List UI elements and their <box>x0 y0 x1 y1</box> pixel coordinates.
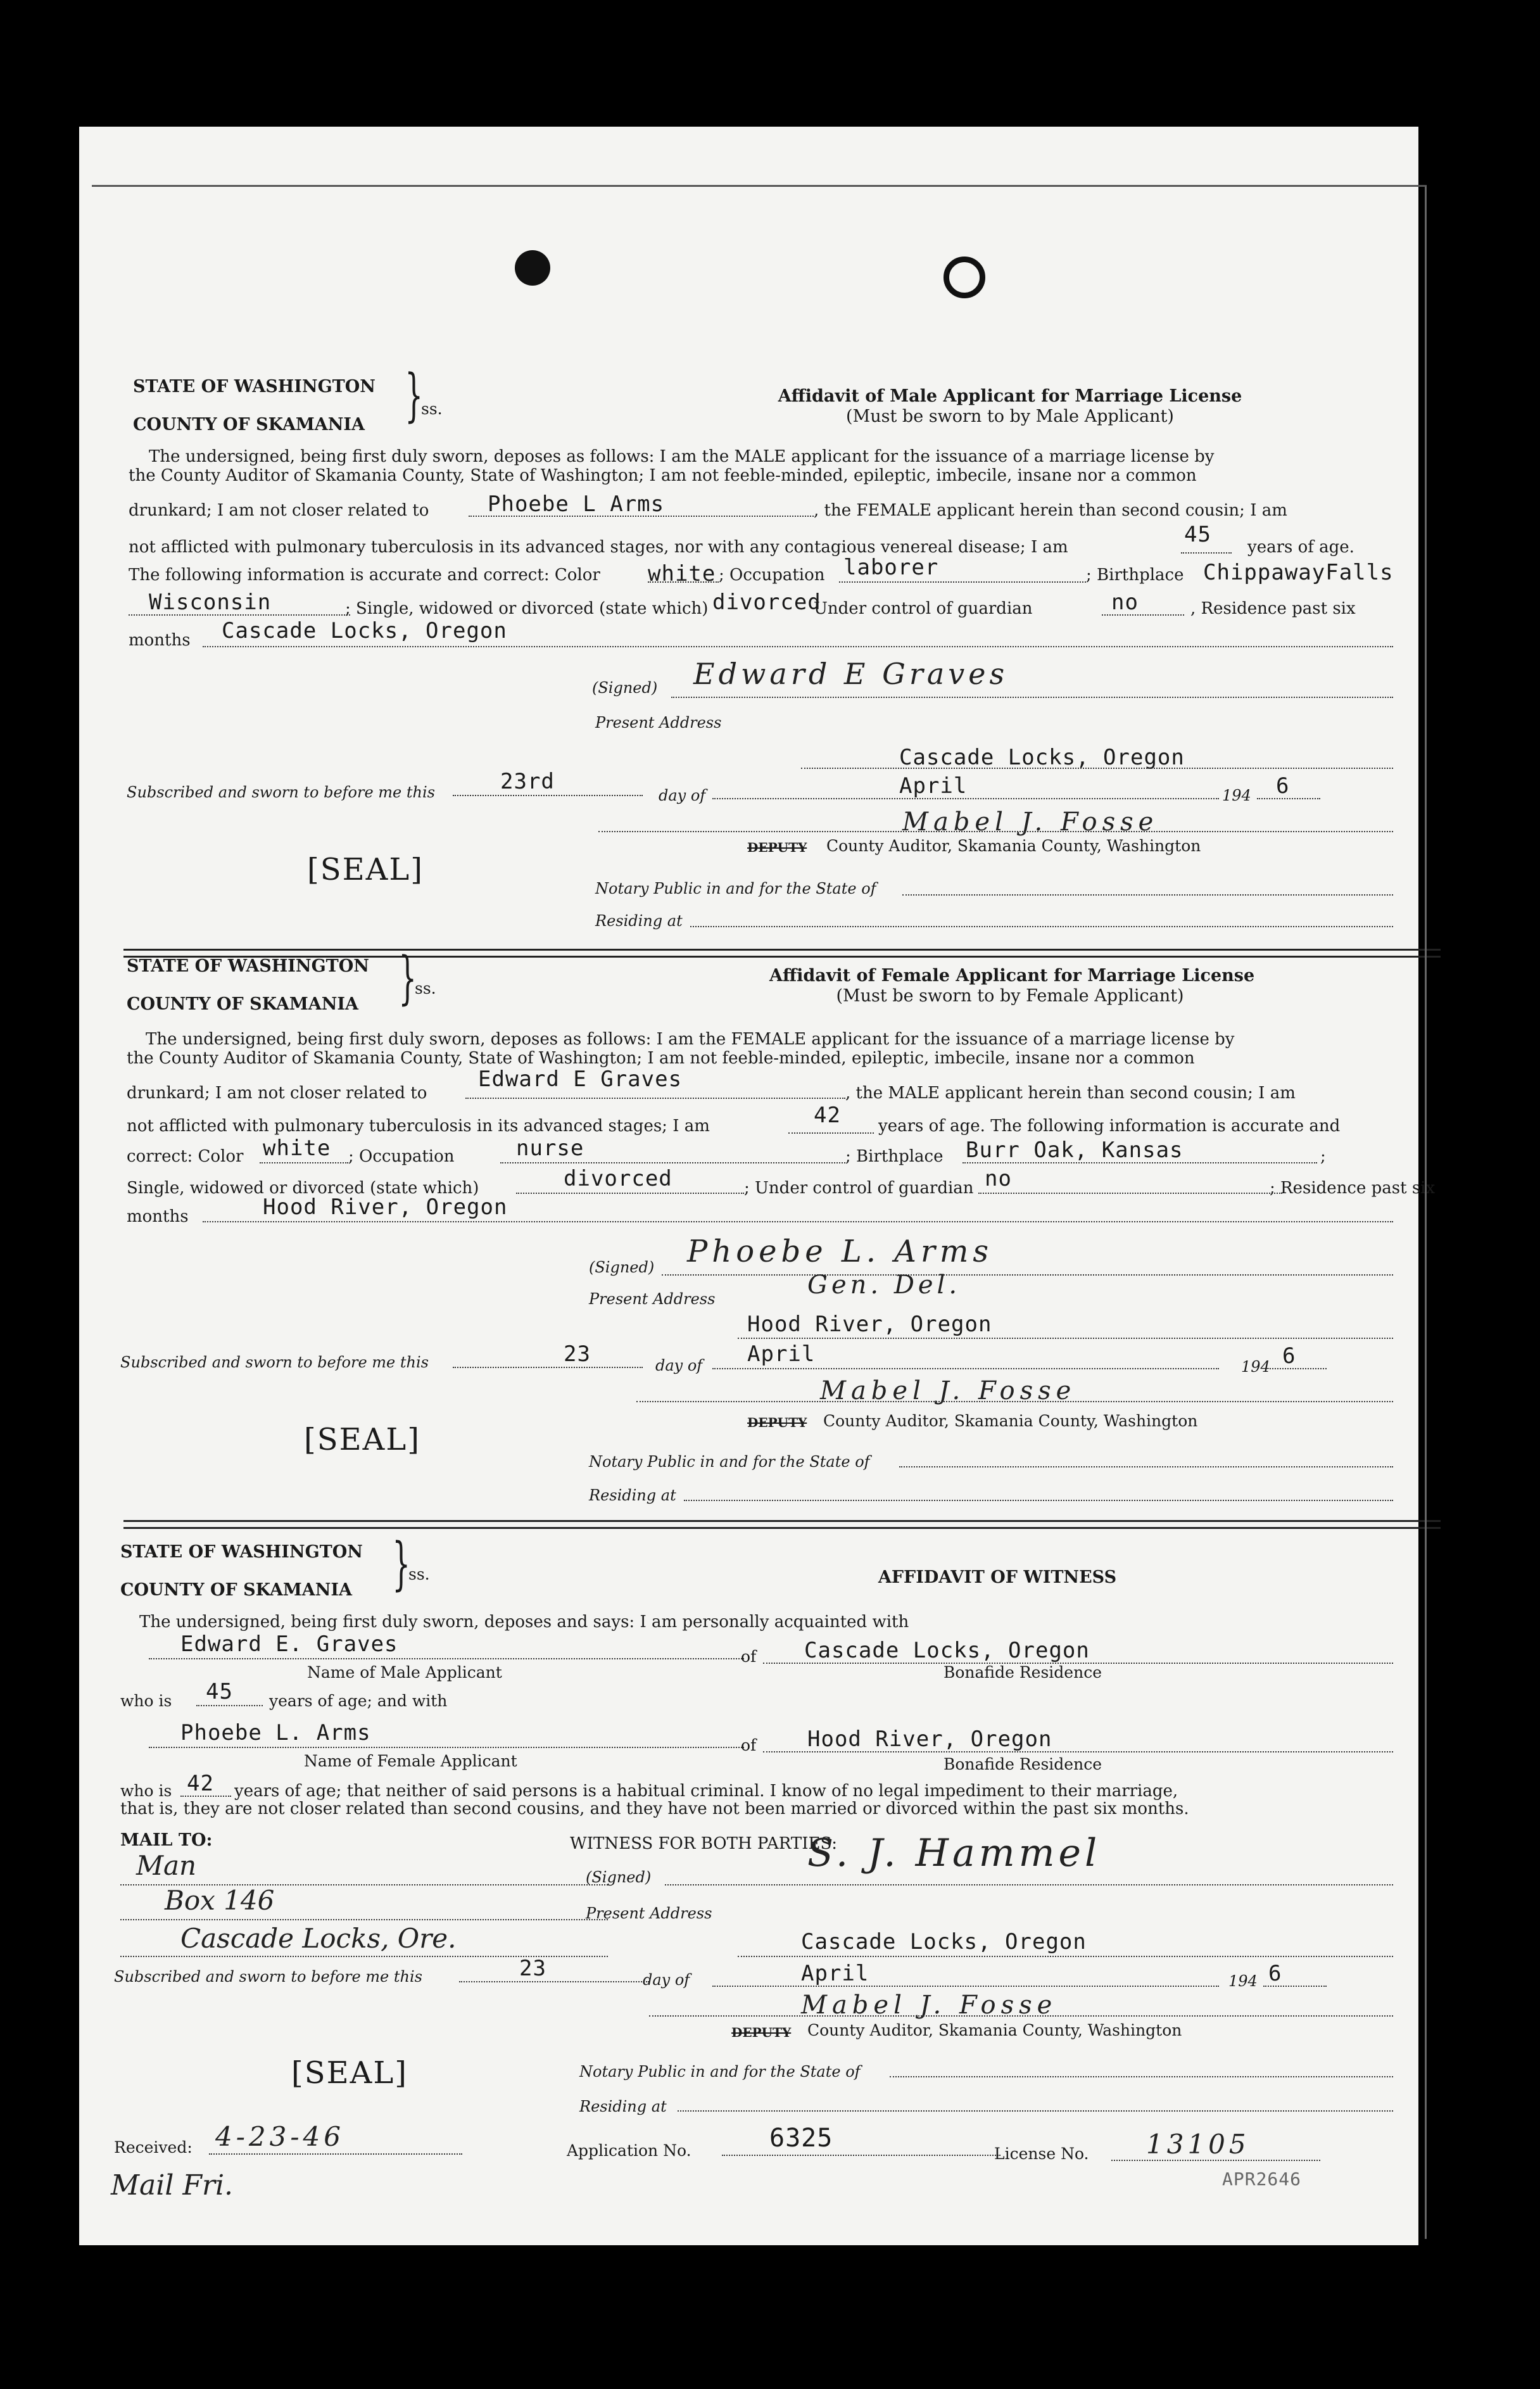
male-year-prefix: 194 <box>1222 787 1251 804</box>
male-subscribed-label: Subscribed and sworn to before me this <box>127 783 435 801</box>
witness-male-age: 45 <box>206 1679 233 1704</box>
application-no: 6325 <box>769 2124 833 2153</box>
female-subscribed-label: Subscribed and sworn to before me this <box>120 1353 429 1371</box>
male-residence: Cascade Locks, Oregon <box>222 618 507 643</box>
male-birthplace-1: ChippawayFalls <box>1203 560 1394 585</box>
female-signature: Phoebe L. Arms <box>687 1234 994 1269</box>
witness-body-after-age: years of age; that neither of said persons is a habitual criminal. I know of no legal impediment to their marriage, <box>234 1782 1178 1801</box>
female-age: 42 <box>814 1103 841 1128</box>
female-semicolon: ; <box>1320 1147 1326 1166</box>
male-present-address-label: Present Address <box>595 714 722 732</box>
female-body-line5c: ; Birthplace <box>845 1147 944 1166</box>
county-label: COUNTY OF SKAMANIA <box>127 994 359 1014</box>
backing-page-edge <box>92 185 1427 2239</box>
female-body-line6a: Single, widowed or divorced (state which) <box>127 1179 479 1198</box>
witness-day-of-label: day of <box>643 1971 690 1989</box>
application-no-label: Application No. <box>567 2141 691 2160</box>
male-auditor-signature: Mabel J. Fosse <box>902 808 1159 837</box>
witness-who-is-2: who is <box>120 1782 172 1800</box>
male-body-line5a: The following information is accurate and correct: Color <box>129 566 600 585</box>
female-guardian: no <box>985 1166 1012 1191</box>
female-body-line4a: not afflicted with pulmonary tuberculosis in its advanced stages; I am <box>127 1117 710 1136</box>
witness-sworn-month: April <box>801 1961 869 1986</box>
female-day-of-label: day of <box>655 1357 703 1374</box>
ss-label: ss. <box>421 400 443 418</box>
male-body-line5b: ; Occupation <box>719 566 825 585</box>
witness-address: Cascade Locks, Oregon <box>801 1929 1087 1955</box>
witness-female-name: Phoebe L. Arms <box>180 1720 371 1746</box>
female-seal: [SEAL] <box>304 1422 420 1457</box>
witness-sworn-day: 23 <box>519 1956 546 1981</box>
male-signed-label: (Signed) <box>592 679 658 697</box>
female-body-line6c: ; Residence past six <box>1270 1179 1436 1198</box>
female-sworn-year: 6 <box>1282 1343 1296 1369</box>
female-auditor-title: County Auditor, Skamania County, Washington <box>823 1412 1198 1430</box>
witness-bonafide-2: Bonafide Residence <box>944 1755 1102 1773</box>
female-signed-label: (Signed) <box>589 1258 655 1276</box>
state-label: STATE OF WASHINGTON <box>120 1542 363 1562</box>
mail-to-line1: Man <box>136 1850 197 1881</box>
male-occupation: laborer <box>843 555 939 580</box>
female-color: white <box>263 1136 331 1161</box>
male-body-line3a: drunkard; I am not closer related to <box>129 501 429 520</box>
male-body-line6a: ; Single, widowed or divorced (state which) <box>345 599 709 618</box>
witness-female-name-label: Name of Female Applicant <box>304 1752 517 1770</box>
male-body-line4b: years of age. <box>1247 538 1354 557</box>
witness-sworn-year: 6 <box>1268 1961 1282 1986</box>
male-months: months <box>129 631 191 650</box>
male-birthplace-2: Wisconsin <box>149 590 272 615</box>
witness-notary-label: Notary Public in and for the State of <box>579 2063 861 2081</box>
witness-female-age: 42 <box>187 1771 214 1796</box>
county-label: COUNTY OF SKAMANIA <box>120 1580 353 1600</box>
male-body-line4a: not afflicted with pulmonary tuberculosis in its advanced stages, nor with any contagious venereal disease; I am <box>129 538 1068 557</box>
male-day-of-label: day of <box>659 787 706 804</box>
male-affidavit-subtitle: (Must be sworn to by Male Applicant) <box>846 407 1174 426</box>
female-present-address-label: Present Address <box>589 1290 716 1308</box>
state-label: STATE OF WASHINGTON <box>133 377 376 396</box>
male-notary-label: Notary Public in and for the State of <box>595 880 876 897</box>
female-body-line3a: drunkard; I am not closer related to <box>127 1084 427 1103</box>
female-body-line6b: ; Under control of guardian <box>744 1179 974 1198</box>
witness-male-residence: Cascade Locks, Oregon <box>804 1638 1090 1663</box>
ss-label: ss. <box>415 979 436 998</box>
ss-label: ss. <box>408 1565 430 1583</box>
mail-to-line2: Box 146 <box>165 1885 275 1916</box>
female-sworn-day: 23 <box>564 1341 591 1367</box>
witness-male-name: Edward E. Graves <box>180 1632 398 1657</box>
witness-bonafide-1: Bonafide Residence <box>944 1663 1102 1682</box>
county-label: COUNTY OF SKAMANIA <box>133 415 365 434</box>
male-sworn-year: 6 <box>1276 773 1290 799</box>
witness-seal: [SEAL] <box>291 2055 408 2091</box>
brace: } <box>398 945 417 1011</box>
male-body-line6c: , Residence past six <box>1190 599 1356 618</box>
witness-of-label: of <box>741 1647 757 1666</box>
witness-male-name-label: Name of Male Applicant <box>307 1663 502 1682</box>
male-related-to: Phoebe L Arms <box>488 491 665 517</box>
female-address: Hood River, Oregon <box>747 1312 992 1337</box>
female-address-handwritten: Gen. Del. <box>807 1271 961 1300</box>
male-sworn-day: 23rd <box>500 769 555 794</box>
female-body-line4b: years of age. The following information is accurate and <box>878 1117 1341 1136</box>
witness-subscribed-label: Subscribed and sworn to before me this <box>114 1968 422 1986</box>
female-affidavit-subtitle: (Must be sworn to by Female Applicant) <box>836 986 1184 1006</box>
witness-who-is-1: who is <box>120 1692 172 1710</box>
witness-residing-label: Residing at <box>579 2098 667 2115</box>
witness-signed-label: (Signed) <box>586 1868 652 1886</box>
license-no: 13105 <box>1146 2129 1250 2160</box>
female-related-to: Edward E Graves <box>478 1067 683 1092</box>
witness-present-address-label: Present Address <box>586 1904 712 1922</box>
female-body-line5a: correct: Color <box>127 1147 244 1166</box>
witness-signature: S. J. Hammel <box>807 1831 1101 1875</box>
witness-struck-deputy: DEPUTY <box>731 2025 792 2040</box>
male-sworn-month: April <box>899 773 968 799</box>
male-body-line3b: , the FEMALE applicant herein than second cousin; I am <box>814 501 1287 520</box>
license-no-label: License No. <box>994 2145 1089 2163</box>
witness-affidavit-title: AFFIDAVIT OF WITNESS <box>878 1568 1117 1587</box>
male-body-line6b: Under control of guardian <box>814 599 1033 618</box>
female-struck-deputy: DEPUTY <box>747 1415 807 1430</box>
witness-female-residence: Hood River, Oregon <box>807 1727 1052 1752</box>
male-struck-deputy: DEPUTY <box>747 840 807 855</box>
female-body-line3b: , the MALE applicant herein than second cousin; I am <box>845 1084 1296 1103</box>
male-body-line5c: ; Birthplace <box>1086 566 1184 585</box>
witness-auditor-title: County Auditor, Skamania County, Washington <box>807 2021 1182 2039</box>
brace: } <box>405 362 423 429</box>
female-year-prefix: 194 <box>1241 1358 1270 1376</box>
male-age: 45 <box>1184 522 1211 547</box>
female-birthplace: Burr Oak, Kansas <box>966 1137 1183 1163</box>
brace: } <box>392 1531 410 1597</box>
male-signature: Edward E Graves <box>693 657 1009 691</box>
female-auditor-signature: Mabel J. Fosse <box>820 1376 1076 1405</box>
male-color: white <box>648 561 716 586</box>
female-months: months <box>127 1207 189 1226</box>
state-label: STATE OF WASHINGTON <box>127 956 369 976</box>
date-stamp: APR2646 <box>1222 2169 1302 2189</box>
witness-for-both-label: WITNESS FOR BOTH PARTIES: <box>570 1834 838 1853</box>
female-body-line5b: ; Occupation <box>348 1147 455 1166</box>
mail-to-line3: Cascade Locks, Ore. <box>180 1923 457 1954</box>
received-date: 4-23-46 <box>215 2121 344 2152</box>
female-occupation: nurse <box>516 1136 584 1161</box>
male-residing-label: Residing at <box>595 912 683 930</box>
male-guardian: no <box>1111 590 1139 615</box>
received-label: Received: <box>114 2138 192 2157</box>
female-notary-label: Notary Public in and for the State of <box>589 1453 870 1471</box>
male-body-line1: The undersigned, being first duly sworn, deposes as follows: I am the MALE applicant for the issuance of a marriage license by <box>149 447 1215 466</box>
male-address: Cascade Locks, Oregon <box>899 745 1185 770</box>
male-affidavit-title: Affidavit of Male Applicant for Marriage License <box>778 386 1242 406</box>
male-seal: [SEAL] <box>307 852 424 887</box>
mail-to-label: MAIL TO: <box>120 1830 213 1850</box>
male-body-line2: the County Auditor of Skamania County, State of Washington; I am not feeble-minded, epileptic, imbecile, insane nor a common <box>129 466 1197 485</box>
witness-auditor-signature: Mabel J. Fosse <box>801 1991 1057 2020</box>
female-body-line1: The undersigned, being first duly sworn, deposes as follows: I am the FEMALE applicant for the issuance of a marriage license by <box>146 1030 1235 1049</box>
witness-year-prefix: 194 <box>1228 1972 1258 1990</box>
male-status: divorced <box>712 590 821 615</box>
female-affidavit-title: Affidavit of Female Applicant for Marriage License <box>769 966 1255 985</box>
female-sworn-month: April <box>747 1341 816 1367</box>
mail-note: Mail Fri. <box>111 2169 234 2202</box>
female-status: divorced <box>564 1166 672 1191</box>
witness-of-label: of <box>741 1736 757 1754</box>
female-residence: Hood River, Oregon <box>263 1194 508 1220</box>
female-body-line2: the County Auditor of Skamania County, State of Washington; I am not feeble-minded, epileptic, imbecile, insane nor a common <box>127 1049 1195 1068</box>
female-residing-label: Residing at <box>589 1486 676 1504</box>
witness-age-and-with: years of age; and with <box>269 1692 448 1710</box>
witness-body-last: that is, they are not closer related than second cousins, and they have not been married or divorced within the past six months. <box>120 1799 1189 1818</box>
witness-body-line1: The undersigned, being first duly sworn, deposes and says: I am personally acquainted with <box>139 1613 909 1632</box>
male-auditor-title: County Auditor, Skamania County, Washington <box>826 837 1201 855</box>
